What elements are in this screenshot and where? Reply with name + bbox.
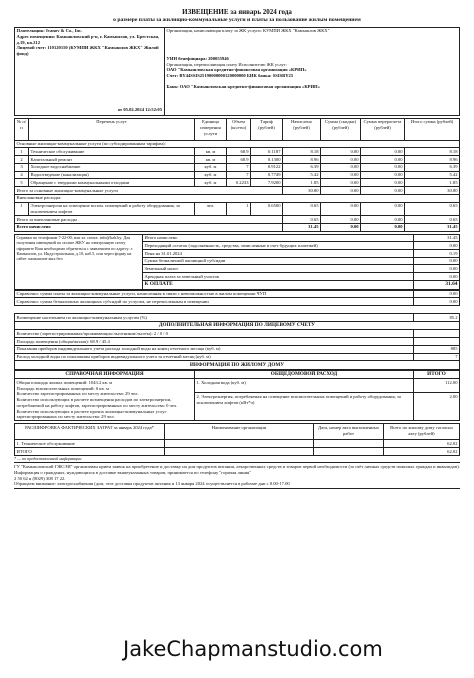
extra-label: Расход холодной воды по показаниям приборов индивидуального учета за отчетный месяц (куб. м) [15,353,414,361]
payment-value: 0.19 [414,250,460,258]
table-cell: 0.65 [283,216,321,224]
table-cell: 0.00 [361,202,405,215]
table-cell: 0.00 [361,187,405,195]
payment-block [14,234,460,290]
table-cell: Итого за внеплановые расходы [15,216,283,224]
odn-value: 112.00 [414,379,460,393]
total-main-row [15,187,460,195]
table-cell: куб. м [195,163,227,171]
table-cell: 0.1187 [251,148,283,156]
table-cell: 7 [227,171,251,179]
expense-org [165,440,314,448]
table-row [15,156,460,164]
expense-head: Дата, номер акта выполненных работ [314,424,384,440]
table-cell: Капитальный ремонт [29,156,195,164]
table-cell: 7 [227,163,251,171]
note-label: Справочно: сумма платы за жилищно-коммунальные услуги, начисленная в связи с невозможностью в жилом помещении ЧУП [15,290,414,298]
col-charged: Начислено (рублей) [283,118,321,140]
odn-total-title: ИТОГО [414,370,460,379]
table-cell: 1.85 [405,179,460,187]
table-cell: 31.45 [405,223,460,231]
table-cell: 3 [15,163,29,171]
table-cell: 1 [227,202,251,215]
expense-value: 62.02 [384,440,460,448]
reference-notes [14,290,460,306]
table-cell: 1 [15,148,29,156]
table-cell: 0.2233 [227,179,251,187]
table-cell: Техническое обслуживание [29,148,195,156]
payment-label: Пеня на 31.01.2024 [143,250,414,258]
ref-title: СПРАВОЧНАЯ ИНФОРМАЦИЯ [15,370,195,379]
table-cell: 4 [15,171,29,179]
payment-value: 0.00 [414,257,460,265]
table-row [15,171,460,179]
payment-label: Сумма безналичной жилищной субсидии [143,257,414,265]
table-cell: 5.42 [283,171,321,179]
table-row [15,148,460,156]
table-cell: 1 [15,202,29,215]
payment-value: 31.45 [414,234,460,242]
header-block [14,27,460,116]
table-cell: 5.42 [405,171,460,179]
org-uin: УИН бенефициара: 200055946 [166,55,229,61]
compensation-label: Возмещение населением по жилищно-коммунальным услугам (%) [15,314,414,322]
table-cell: Холодное водоснабжение [29,163,195,171]
col-volume: Объем (кол-во) [227,118,251,140]
col-recalc: Сумма перерасчета (рублей) [361,118,405,140]
expense-head: РАСШИФРОВКА ФАКТИЧЕСКИХ ЗАТРАТ за январь 2024 года* [15,424,165,440]
extra-value: 7 [414,353,460,361]
extra-label: Количество (зарегистрированных/проживающих/льготников/льготы): 2 / 0 / 0 [15,330,414,338]
col-tariff: Тариф (рублей) [251,118,283,140]
extra-rows [15,202,460,215]
topay-value: 31.64 [414,280,460,289]
payer-name: Плательщик: Ivanov & Co., Inc. [16,28,83,34]
table-cell: 0.7749 [251,171,283,179]
table-cell: 0.00 [321,216,361,224]
extra-value [414,330,460,338]
table-cell: 0.00 [361,216,405,224]
extra-label: Показания приборов индивидуального учета расхода холодной воды на конец отчетного месяца (куб. м) [15,345,414,353]
expense-act [314,448,384,456]
odn-label: 1. Холодная вода (куб. м) [195,379,414,393]
table-cell: 0.65 [283,202,321,215]
expense-act [314,440,384,448]
compensation-value: 85.2 [414,314,460,322]
table-cell: Электроэнергия на освещение вспом. помещений и работу оборудования, за исключением лифтов [29,202,195,215]
payment-label: Переходящий остаток (задолженность, средства, зачисленные в счет будущих платежей) [143,242,414,250]
org-line2: Организация, перечисляющая плату Исполнителю ЖК услуг: [166,61,287,67]
table-cell: Итого за основные жилищно-коммунальные услуги [15,187,283,195]
col-total: Итого сумма (рублей) [405,118,460,140]
ref-line: Площадь вспомогательных помещений: 0 кв. м [16,385,109,391]
table-cell: 0.00 [321,223,361,231]
table-row [15,202,460,215]
table-cell: 0.00 [361,148,405,156]
payment-label: Земельный налог [143,265,414,273]
table-cell: 5 [15,179,29,187]
note-label: Справочно: сумма безналичных жилищных субсидий по услугам, не перечисленным в извещении [15,298,414,306]
house-info [14,370,460,422]
table-cell: 0.00 [321,202,361,215]
total-extra-row [15,216,460,224]
table-cell: кв. м [195,156,227,164]
col-unit: Единица измерения услуги [195,118,227,140]
col-discount: Сумма (скидки) (рублей) [321,118,361,140]
org-line3: ОАО "Камышловская кредитно-финансовая организация «КРИП» [166,67,307,73]
table-cell: 0.00 [321,163,361,171]
watermark-text: JakeChapmanstudio.com [120,636,386,662]
table-cell: 0.00 [361,163,405,171]
ref-line: Количество использующих в расчете возмещения расходов по электроэнергии, потребляемой на работу лифтов, зарегистрированных по месту жительства: 0 чел. [16,397,178,408]
table-cell: 0.00 [321,156,361,164]
topay-label: К ОПЛАТЕ [143,280,414,289]
table-cell: 0.65 [405,216,460,224]
table-row [15,179,460,187]
table-cell: 7.9200 [251,179,283,187]
table-cell: 0.00 [321,171,361,179]
table-cell: 0.9122 [251,163,283,171]
bottom-notes [14,462,460,489]
notice-title: ИЗВЕЩЕНИЕ за январь 2024 года [182,8,292,16]
table-cell: Всего начислено [15,223,283,231]
services-header-row [15,118,460,140]
table-cell: 8.18 [283,148,321,156]
section-extra: Внеплановые расходы: [15,194,460,202]
extra-value: 885 [414,345,460,353]
expense-head: Всего по жилому дому согласно акту (рублей) [384,424,460,440]
table-cell: 0.00 [321,179,361,187]
odn-label: 2. Электроэнергия, потребляемая на освещение вспомогательных помещений и работу оборудования, за исключением лифтов (кВт*ч) [195,393,414,421]
odn-value: 2.00 [414,393,460,421]
table-cell: 68.9 [227,148,251,156]
house-info-title: ИНФОРМАЦИЯ ПО ЖИЛОМУ ДОМУ [15,361,460,370]
table-cell: 8.96 [405,156,460,164]
col-service: Перечень услуг [29,118,195,140]
extra-value [414,338,460,346]
table-cell: 2 [15,156,29,164]
table-cell: 8.18 [405,148,460,156]
payment-value: 0.00 [414,242,460,250]
org-bank: Банк: ОАО "Камышловская кредитно-финансовая организация «КРИП» [166,83,320,89]
table-cell: 6.39 [283,163,321,171]
expense-org [165,448,314,456]
table-cell: 8.96 [283,156,321,164]
note-value: 0.00 [414,290,460,298]
expense-footnote: * — по предоставленной информации [14,455,82,461]
services-table [14,118,460,232]
ref-line: Количество зарегистрированных по месту жительства: 29 чел. [16,391,139,397]
ref-line: Количество использующих в расчете прочих жилищно-коммунальных услуг зарегистрированных по месту жительства: 29 чел. [16,408,167,420]
section-main: Основные жилищно-коммунальные услуги (по субсидированным тарифам): [15,140,460,148]
table-cell: 30.80 [283,187,321,195]
table-cell: 68.9 [227,156,251,164]
table-cell: 6.39 [405,163,460,171]
table-cell: 0.6500 [251,202,283,215]
payer-account: Лицевой счет: 110120150 (КУМПИ ЖКХ "Камышлов ЖКХ" Жилой фонд) [16,45,159,57]
ref-info [15,379,195,421]
notice-date: от 05.02.2024 12:52:05 [117,107,162,112]
table-cell: 0.00 [321,148,361,156]
payer-address: Адрес помещения: Камышловский р-н, г. Камышлов, ул. Брестская, д.19, кв.212 [16,33,160,45]
table-cell: куб. м [195,171,227,179]
table-cell: 30.80 [405,187,460,195]
contact-info: Справки по телефонам 7-22-00, или эл. почта: info@kzh.by. Для получения извещений по оплате ЖКУ на электронную почту оформите Ваш необходимо обратиться с заявлением по адресу: г. Камышлов, ул. Индустриальная, д.10, каб.5, или через форму на сайте: камышлов-жкх.бел [15,234,143,289]
bottom-note: 2 50 62 и (8029) 308 17 22. [14,475,66,481]
col-number: № п/п [15,118,29,140]
note-value: 0.00 [414,298,460,306]
account-info [14,313,460,370]
expense-head: Наименование организации [165,424,314,440]
main-rows [15,148,460,187]
table-row [15,163,460,171]
expense-label: 1. Техническое обслуживание [15,440,165,448]
payment-label: Арендная плата за земельный участок [143,273,414,281]
payer-block [15,27,165,115]
org-block [165,27,460,115]
table-cell: Обращение с твердыми коммунальными отходами [29,179,195,187]
table-cell: 1.85 [283,179,321,187]
table-cell: 0.00 [361,171,405,179]
notice-page [14,6,460,489]
table-cell: 0.00 [361,156,405,164]
extra-label: Площадь помещения (общая/жилая): 68.9 / 45.4 [15,338,414,346]
bottom-note: ГУ "Камышловский ГЖСЭИ" организован прием заявок на приобретение и доставку на дом продуктов питания, лекарственных средств и товаров первой необходимости (за счёт личных средств пожилых граждан и инвалидов). [14,464,460,470]
table-cell: чел. [195,202,227,215]
bottom-note: Информация о гражданах, нуждающихся в доставке вышеуказанных товаров, принимается по телефону "горячая линия" [14,469,252,475]
expense-label: ИТОГО [15,448,165,456]
table-cell: кв. м [195,148,227,156]
grand-total-row [15,223,460,231]
expense-value: 62.02 [384,448,460,456]
notice-subtitle: о размере платы за жилищно-коммунальные услуги и платы за пользование жилым помещением [113,16,361,23]
table-cell: 0.00 [361,223,405,231]
expense-table [14,423,460,455]
payment-value: 0.00 [414,273,460,281]
odn-title: ОБЩЕДОМОВОЙ РАСХОД [195,370,414,379]
payment-label: Итого начислено [143,234,414,242]
ref-line: Общая площадь жилых помещений: 1043.2 кв. м [16,379,113,385]
table-cell: куб. м [195,179,227,187]
table-cell: Водоотведение (канализация) [29,171,195,179]
bottom-note: Обращаем внимание: электроснабжения (дом, этот доставка продуктов питания и 13 января 2024 осуществляется в рабочие дни с 8.00-17.00 [14,481,290,487]
table-cell: 0.65 [405,202,460,215]
table-cell: 0.00 [361,179,405,187]
payment-value: 0.00 [414,265,460,273]
table-cell: 0.00 [321,187,361,195]
org-account: Счет: BY44SSIS25190000000120000000 БИК банка: SSISBY25 [166,73,294,79]
table-cell: 0.1300 [251,156,283,164]
table-cell: 31.45 [283,223,321,231]
extra-info-title: ДОПОЛНИТЕЛЬНАЯ ИНФОРМАЦИЯ ПО ЛИЦЕВОМУ СЧЕТУ [15,321,460,330]
org-line1: Организация, начисляющая плату за ЖК услуги: КУМПИ ЖКХ "Камышлов ЖКХ" [166,28,330,34]
